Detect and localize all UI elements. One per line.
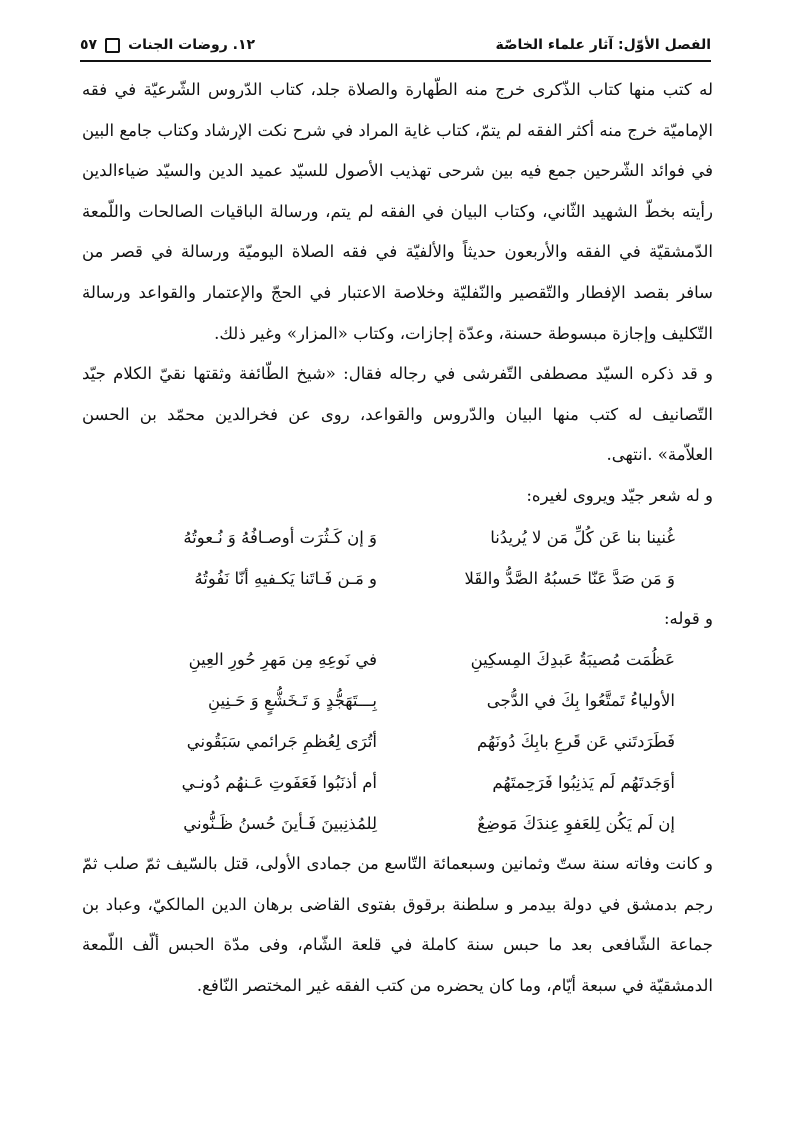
verse-row <box>82 517 713 558</box>
paragraph-tafreshi: و قد ذكره السيّد مصطفى التّفرشى في رجاله فقال: «شيخ الطّائفة وثقتها نقيّ الكلام جيّد التّصانيف له كتب منها البيان والدّروس والقواعد، روى عن فخرالدين محمّد بن الحسن العلاّمة» .انتهى. <box>82 364 713 465</box>
poem2 <box>82 639 713 844</box>
hemistich-first: أوَجَدتَهُم لَم يَذنِبُوا فَرَحِمتَهُم <box>492 773 675 793</box>
hemistich-second: أتُرَى لِعُظمِ جَرائمي سَبَقُوني <box>186 732 377 752</box>
hemistich-second: لِلمُذنِبينَ فَـأينَ حُسنُ ظَـنُّوني <box>183 814 377 834</box>
verse-row <box>82 680 713 721</box>
poem1 <box>82 517 713 599</box>
page-body <box>82 70 713 1007</box>
book-info <box>80 37 255 53</box>
hemistich-second: وَ إن كَـثُرَت أوصـافُهُ وَ نُـعوتُهُ <box>183 527 377 547</box>
page-number: ٥٧ <box>80 37 98 53</box>
paragraph-works: له كتب منها كتاب الذّكرى خرج منه الطّهارة والصلاة جلد، كتاب الدّروس الشّرعيّة في فقه الإماميّة خرج منه أكثر الفقه لم يتمّ، كتاب غاية المراد في شرح نكت الإرشاد وكتاب جامع البين في فوائد الشّرحين جمع فيه بين شرحى تهذيب الأصول للسيّد عميد الدين والسيّد ضياءالدين رأيته بخطّ الشهيد الثّاني، وكتاب البيان في الفقه لم يتم، ورسالة الباقيات الصالحات واللّمعة الدّمشقيّة في الفقه والأربعون حديثاً والألفيّة في فقه الصلاة اليوميّة ورسالة في قصر من سافر بقصد الإفطار والتّقصير والنّفليّة وخلاصة الاعتبار في الحجّ والإعتمار والقواعد ورسالة التّكليف وإجازة مبسوطة حسنة، وعدّة إجازات، وكتاب «المزار» وغير ذلك. <box>82 80 713 343</box>
hemistich-second: و مَـن فَـاتَنا يَكـفيهِ أنّا نَفُوتُهُ <box>194 568 377 588</box>
hemistich-second: في نَوعِهِ مِن مَهرِ حُورِ العِينِ <box>188 650 377 670</box>
hemistich-first: غُنينا بنا عَن كُلِّ مَن لا يُريدُنا <box>490 527 675 547</box>
verse-row <box>82 762 713 803</box>
paragraph-death: و كانت وفاته سنة ستّ وثمانين وسبعمائة التّاسع من جمادى الأولى، قتل بالسّيف ثمّ صلب ثمّ رجم بدمشق في دولة بيدمر و سلطنة برقوق بفتوى القاضى برهان الدين المالكيّ، وعباد بن جماعة الشّافعى بعد ما حبس سنة كاملة في قلعة الشّام، وفى مدّة الحبس ألّف اللّمعة الدمشقيّة في سبعة أيّام، وما كان يحضره من كتب الفقه غير المختصر النّافع. <box>82 854 713 995</box>
chapter-title: الفصل الأوّل: آثار علماء الخاصّة <box>495 37 711 53</box>
hemistich-first: الأولياءُ تَمتَّعُوا بِكَ في الدُّجى <box>486 691 675 711</box>
verse-row <box>82 639 713 680</box>
hemistich-second: أم أذنَبُوا فَعَفَوتِ عَـنهُم دُونـي <box>181 773 377 793</box>
page-header <box>80 30 711 62</box>
verse-row <box>82 558 713 599</box>
poem1-intro: و له شعر جيّد ويروى لغيره: <box>526 485 713 505</box>
square-ornament-icon <box>105 38 120 53</box>
book-title: ١٢. روضات الجنات <box>128 37 256 53</box>
verse-row <box>82 721 713 762</box>
hemistich-second: بِـــتَهَجُّدٍ وَ تَـخَشُّعٍ وَ حَـنِينِ <box>207 691 377 711</box>
hemistich-first: إن لَم يَكُن لِلعَفوِ عِندَكَ مَوضِعٌ <box>477 814 675 834</box>
hemistich-first: فَطَرَدتَني عَن قَرعِ بابِكَ دُونَهُم <box>476 732 675 752</box>
hemistich-first: وَ مَن صَدَّ عَنّا حَسبُهُ الصَّدُّ والقَلا <box>464 568 675 588</box>
verse-row <box>82 803 713 844</box>
poem2-intro: و قوله: <box>663 608 713 628</box>
hemistich-first: عَظُمَت مُصيبَةُ عَبدِكَ المِسكِينِ <box>470 650 675 670</box>
